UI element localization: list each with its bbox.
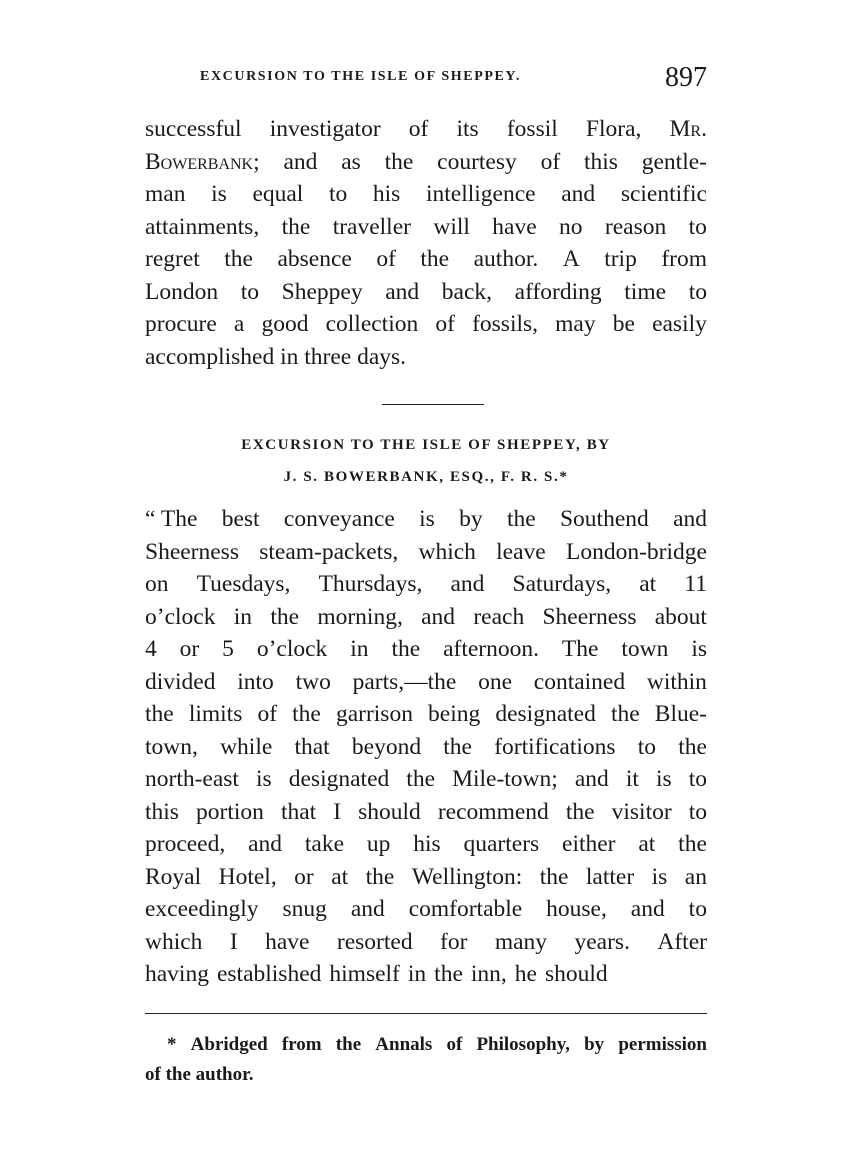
word: Sheerness (145, 538, 239, 565)
word: years. (574, 928, 630, 955)
word: morning, (317, 603, 403, 630)
section-heading-line-2: J. S. BOWERBANK, ESQ., F. R. S.* (283, 469, 569, 485)
word: visitor (611, 798, 672, 825)
word: reason (604, 213, 667, 240)
word: of (435, 311, 455, 337)
section-heading-line-1: EXCURSION TO THE ISLE OF SHEPPEY, BY (241, 437, 611, 453)
word: and (421, 603, 456, 630)
word: garrison (335, 701, 413, 727)
word: * (167, 1034, 177, 1055)
word: the (434, 961, 463, 987)
word: recommend (437, 798, 549, 825)
word: be (612, 311, 635, 337)
word: reach (473, 603, 525, 630)
word: traveller (332, 213, 411, 240)
word: the (292, 701, 321, 727)
word: fortifications (494, 733, 616, 760)
word: Flora, (585, 116, 642, 142)
word: the (406, 766, 436, 792)
text-line (145, 276, 707, 309)
word: may (555, 311, 596, 337)
word: it (625, 766, 639, 792)
word: and (574, 766, 609, 792)
word: for (440, 928, 468, 955)
word: in (233, 603, 253, 630)
text-line (145, 731, 707, 764)
word: Sheppey (281, 278, 363, 305)
text-line (145, 601, 707, 634)
word: to (688, 766, 707, 792)
word: gentle- (641, 148, 707, 175)
word: to (328, 181, 348, 207)
word: of (376, 246, 396, 272)
word: collection (325, 311, 419, 337)
word: time (624, 278, 667, 305)
text-line (145, 861, 707, 894)
word: Sheerness (542, 603, 637, 630)
text-line (145, 178, 707, 211)
word: and (385, 278, 420, 305)
word: I (229, 928, 238, 955)
word: equal (252, 181, 304, 207)
word: in (407, 961, 427, 987)
word: and (630, 896, 665, 922)
word: Saturdays, (512, 571, 612, 597)
word: being (428, 701, 481, 727)
word: which (418, 538, 476, 565)
text-line (145, 146, 707, 179)
text-line (145, 926, 707, 959)
word: After (657, 928, 707, 955)
word: designated (288, 766, 390, 792)
word: while (220, 733, 273, 760)
word: limits (188, 701, 243, 727)
word: successful (145, 116, 242, 142)
word: Blue- (654, 701, 707, 727)
word: should (358, 798, 421, 825)
word: proceed, (145, 831, 226, 857)
word: either (562, 831, 616, 857)
word: exceedingly (145, 896, 259, 922)
word: that (280, 798, 317, 825)
word: on (145, 571, 169, 597)
word: permission (618, 1034, 707, 1055)
word: affording (514, 278, 602, 305)
word: the (365, 863, 395, 890)
word: portion (196, 798, 264, 825)
word: Royal (145, 863, 202, 890)
word: at (638, 831, 656, 857)
word: 4 (145, 636, 157, 662)
word: of (540, 148, 561, 175)
text-line (145, 828, 707, 861)
word: Abridged (190, 1034, 268, 1055)
word: o’clock (145, 603, 216, 630)
text-line (145, 763, 707, 796)
word: have (265, 928, 310, 955)
word: the (335, 1034, 362, 1055)
word: comfortable (408, 896, 523, 922)
word: I (333, 798, 342, 825)
word: to (688, 798, 707, 825)
word: Bowerbank; (145, 148, 260, 175)
word: Southend (559, 506, 649, 532)
word: town (621, 636, 669, 662)
word: no (559, 213, 583, 240)
word: an (684, 863, 707, 890)
text-line (145, 796, 707, 829)
text-line (145, 666, 707, 699)
word: he (514, 961, 537, 987)
word: and (350, 896, 385, 922)
word: house, (546, 896, 607, 922)
word: by (459, 506, 483, 532)
word: and (283, 148, 318, 175)
word: “ The (145, 506, 198, 532)
page-number: 897 (665, 62, 707, 93)
word: is (211, 181, 227, 207)
text-line (145, 1030, 707, 1060)
word: town, (145, 733, 198, 760)
text-line (145, 633, 707, 666)
word: this (583, 148, 618, 175)
text-line (145, 698, 707, 731)
word: the (281, 213, 311, 240)
word: resorted (336, 928, 413, 955)
word: about (654, 603, 707, 630)
word: of (408, 116, 429, 142)
word: Mile-town; (452, 766, 558, 792)
word: the (384, 148, 414, 175)
word: to (688, 213, 707, 240)
word: accomplished in three days. (145, 343, 407, 370)
word: his (413, 831, 441, 857)
text-line (145, 503, 707, 536)
first-paragraph (145, 113, 707, 373)
word: Annals (375, 1034, 433, 1055)
text-line (145, 243, 707, 276)
word: easily (652, 311, 707, 337)
word: 11 (684, 571, 707, 597)
running-head (145, 62, 707, 98)
word: fossils, (472, 311, 539, 337)
word: and (561, 181, 596, 207)
second-paragraph (145, 503, 707, 991)
word: is (655, 766, 672, 792)
word: this (145, 798, 179, 825)
word: established (216, 961, 322, 987)
section-divider (382, 404, 484, 405)
word: by (584, 1034, 605, 1055)
word: latter (585, 863, 635, 890)
word: that (294, 733, 330, 760)
word: attainments, (145, 213, 260, 240)
word: of the author. (145, 1064, 254, 1085)
word: author. (473, 246, 539, 272)
word: should (544, 961, 608, 987)
word: conveyance (283, 506, 395, 532)
word: Mr. (669, 116, 707, 142)
word: the (391, 636, 421, 662)
word: at (639, 571, 657, 597)
word: of (257, 701, 278, 727)
text-line (145, 113, 707, 146)
word: or (294, 863, 314, 890)
word: north-east (145, 766, 239, 792)
word: as (341, 148, 361, 175)
text-line (145, 341, 707, 374)
word: his (372, 181, 401, 207)
word: a (233, 311, 245, 337)
word: to (688, 896, 707, 922)
word: o’clock (256, 636, 328, 662)
word: from (661, 246, 707, 272)
word: London-bridge (565, 538, 707, 565)
word: the (420, 246, 450, 272)
word: procure (145, 311, 217, 337)
word: regret (145, 246, 200, 272)
footnote (145, 1030, 707, 1090)
text-line (145, 308, 707, 341)
word: inn, (470, 961, 507, 987)
word: steam-packets, (259, 538, 399, 565)
word: 5 (222, 636, 234, 662)
word: is (691, 636, 707, 662)
word: of (446, 1034, 463, 1055)
word: take (304, 831, 345, 857)
word: good (261, 311, 309, 337)
word: two (295, 668, 331, 695)
word: Tuesdays, (196, 571, 291, 597)
word: is (256, 766, 272, 792)
text-line (145, 893, 707, 926)
word: many (494, 928, 548, 955)
word: scientific (620, 181, 707, 207)
text-line (145, 211, 707, 244)
word: the (678, 733, 707, 760)
word: the (224, 246, 253, 272)
word: have (492, 213, 537, 240)
word: himself (329, 961, 400, 987)
word: at (331, 863, 349, 890)
word: absence (277, 246, 352, 272)
word: leave (496, 538, 546, 565)
word: within (646, 668, 707, 695)
word: London (145, 278, 219, 305)
word: or (179, 636, 200, 662)
word: designated (495, 701, 596, 727)
word: best (221, 506, 260, 532)
word: back, (441, 278, 493, 305)
word: the (539, 863, 569, 890)
word: and (450, 571, 485, 597)
word: Hotel, (218, 863, 277, 890)
word: the (270, 603, 300, 630)
word: to (240, 278, 260, 305)
word: afternoon. (443, 636, 539, 662)
word: Wellington: (411, 863, 523, 890)
text-line (145, 958, 707, 991)
word: fossil (506, 116, 558, 142)
word: parts,—the (352, 668, 457, 695)
word: A (562, 246, 580, 272)
text-line (145, 1060, 707, 1090)
word: the (506, 506, 536, 532)
word: the (443, 733, 472, 760)
word: Philosophy, (476, 1034, 570, 1055)
word: snug (282, 896, 327, 922)
word: its (456, 116, 479, 142)
word: to (637, 733, 657, 760)
word: Thursdays, (318, 571, 423, 597)
word: and (248, 831, 283, 857)
running-title: EXCURSION TO THE ISLE OF SHEPPEY. (200, 69, 521, 84)
footnote-rule (145, 1013, 707, 1014)
word: contained (533, 668, 626, 695)
word: the (610, 701, 640, 727)
word: the (145, 701, 174, 727)
word: man (145, 181, 186, 207)
text-line (145, 536, 707, 569)
word: the (565, 798, 595, 825)
word: will (433, 213, 470, 240)
word: up (366, 831, 391, 857)
word: one (478, 668, 513, 695)
word: into (237, 668, 274, 695)
word: divided (145, 668, 216, 695)
word: beyond (351, 733, 422, 760)
word: in (350, 636, 369, 662)
word: is (651, 863, 668, 890)
word: The (561, 636, 599, 662)
word: from (281, 1034, 322, 1055)
word: the (678, 831, 707, 857)
word: quarters (463, 831, 540, 857)
text-line (145, 568, 707, 601)
word: and (673, 506, 707, 532)
word: to (688, 278, 707, 305)
word: intelligence (425, 181, 536, 207)
word: is (419, 506, 435, 532)
word: investigator (269, 116, 381, 142)
word: courtesy (437, 148, 517, 175)
word: having (145, 961, 209, 987)
word: which (145, 928, 203, 955)
word: trip (604, 246, 637, 272)
